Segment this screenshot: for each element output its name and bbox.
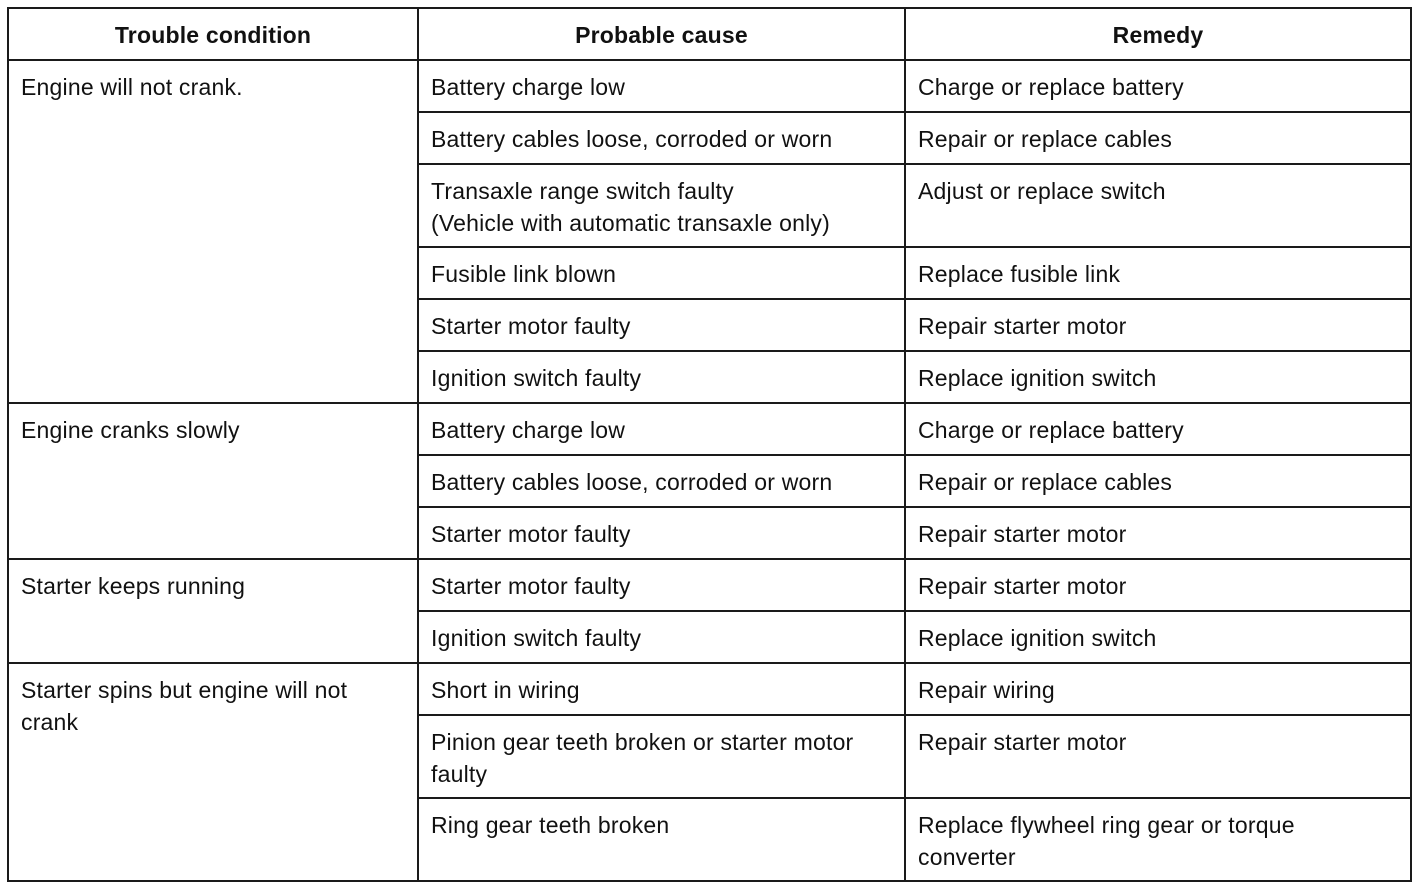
remedy-cell: Repair or replace cables (905, 455, 1411, 507)
remedy-cell: Repair starter motor (905, 507, 1411, 559)
probable-cause-cell: Ignition switch faulty (418, 351, 905, 403)
remedy-cell: Replace fusible link (905, 247, 1411, 299)
table-row (8, 559, 1411, 611)
probable-cause-cell: Starter motor faulty (418, 559, 905, 611)
header-remedy: Remedy (905, 8, 1411, 60)
troubleshooting-table (7, 7, 1412, 882)
probable-cause-cell: Pinion gear teeth broken or starter motor faulty (418, 715, 905, 798)
table-body (8, 60, 1411, 881)
trouble-condition-cell: Engine will not crank. (8, 60, 418, 403)
trouble-condition-cell: Starter keeps running (8, 559, 418, 663)
probable-cause-cell: Battery cables loose, corroded or worn (418, 112, 905, 164)
remedy-cell: Repair starter motor (905, 299, 1411, 351)
remedy-cell: Replace flywheel ring gear or torque converter (905, 798, 1411, 881)
probable-cause-cell: Battery charge low (418, 403, 905, 455)
table-header (8, 8, 1411, 60)
remedy-cell: Replace ignition switch (905, 351, 1411, 403)
remedy-cell: Repair starter motor (905, 559, 1411, 611)
probable-cause-cell: Fusible link blown (418, 247, 905, 299)
probable-cause-cell: Ignition switch faulty (418, 611, 905, 663)
header-row (8, 8, 1411, 60)
probable-cause-cell: Short in wiring (418, 663, 905, 715)
remedy-cell: Charge or replace battery (905, 403, 1411, 455)
table-row (8, 663, 1411, 715)
probable-cause-cell: Battery charge low (418, 60, 905, 112)
probable-cause-cell: Starter motor faulty (418, 299, 905, 351)
troubleshooting-table-container (7, 7, 1410, 882)
remedy-cell: Repair starter motor (905, 715, 1411, 798)
header-probable-cause: Probable cause (418, 8, 905, 60)
table-row (8, 60, 1411, 112)
remedy-cell: Charge or replace battery (905, 60, 1411, 112)
remedy-cell: Replace ignition switch (905, 611, 1411, 663)
probable-cause-cell: Ring gear teeth broken (418, 798, 905, 881)
probable-cause-cell: Transaxle range switch faulty (Vehicle with automatic transaxle only) (418, 164, 905, 247)
trouble-condition-cell: Starter spins but engine will not crank (8, 663, 418, 881)
table-row (8, 403, 1411, 455)
remedy-cell: Repair wiring (905, 663, 1411, 715)
probable-cause-cell: Battery cables loose, corroded or worn (418, 455, 905, 507)
trouble-condition-cell: Engine cranks slowly (8, 403, 418, 559)
probable-cause-cell: Starter motor faulty (418, 507, 905, 559)
remedy-cell: Repair or replace cables (905, 112, 1411, 164)
remedy-cell: Adjust or replace switch (905, 164, 1411, 247)
header-trouble-condition: Trouble condition (8, 8, 418, 60)
